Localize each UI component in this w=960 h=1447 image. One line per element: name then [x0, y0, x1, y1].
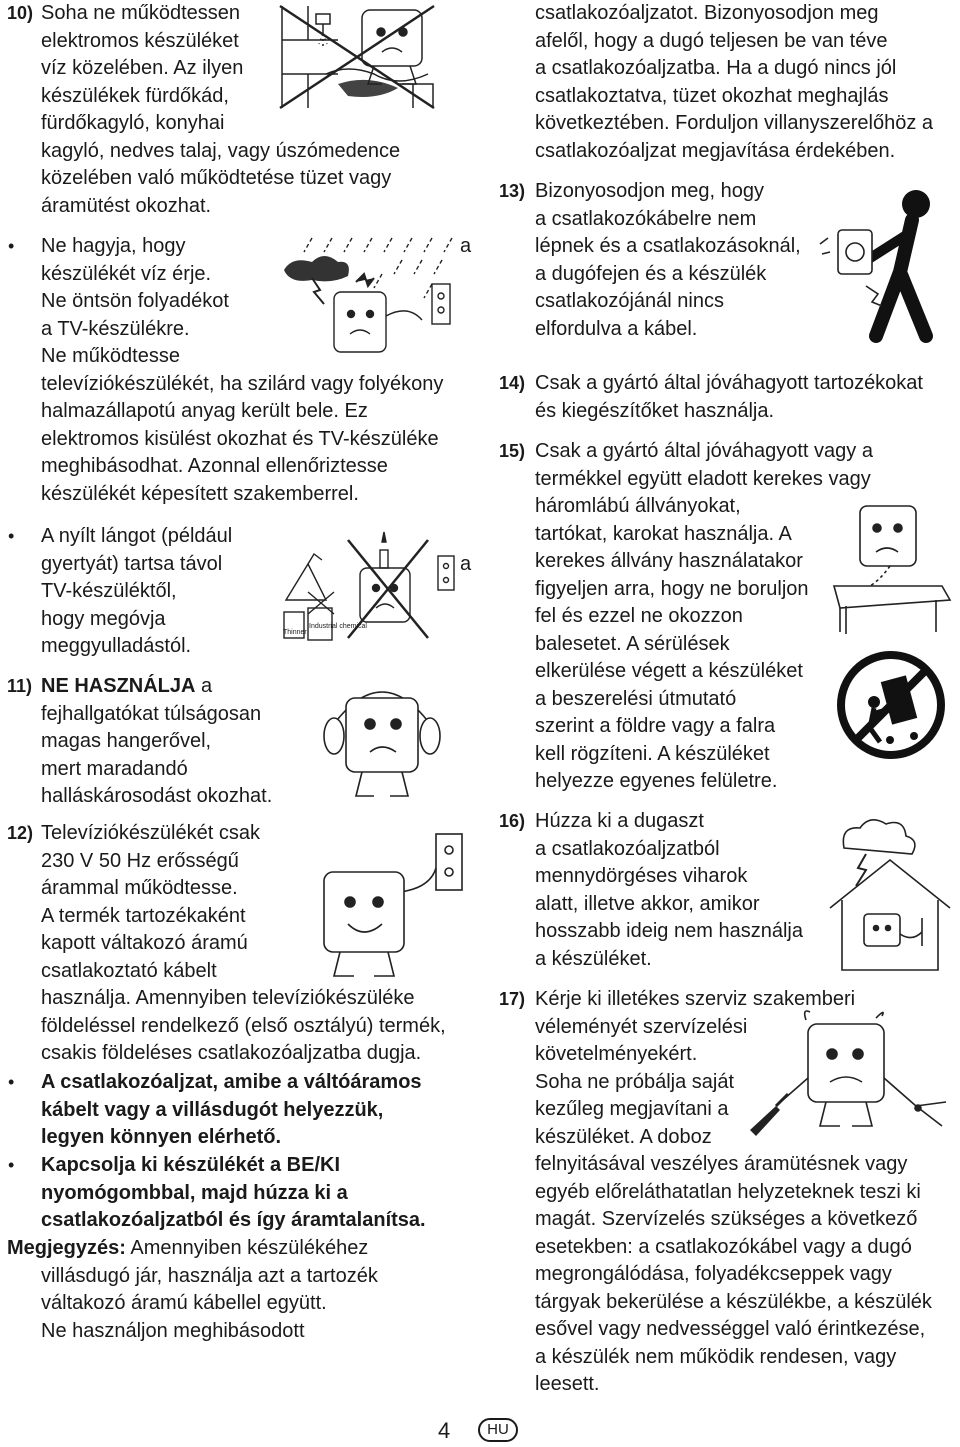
- text-line: tárgyak bekerülése a készülékbe, a készülék: [535, 1290, 932, 1313]
- text-line: A termék tartozékaként: [41, 904, 246, 927]
- text-line: fürdőkagyló, konyhai: [41, 112, 225, 134]
- text-line: Soha ne próbálja saját: [535, 1070, 735, 1093]
- text-line: mennydörgéses viharok: [535, 865, 748, 887]
- text-line: afelől, hogy a dugó teljesen be van téve: [535, 29, 888, 52]
- text-line: víz közelében. Az ilyen: [41, 57, 244, 79]
- text-line: TV-készüléktől,: [41, 580, 177, 602]
- self-repair-illustration: [746, 1010, 950, 1146]
- tv-near-water-illustration: [278, 4, 436, 110]
- text-line: a készüléket.: [535, 947, 652, 970]
- text-line: Soha ne működtessen: [41, 2, 241, 24]
- text-line: felnyitásával veszélyes áramütésnek vagy: [535, 1153, 908, 1175]
- text-line: a TV-készülékre.: [41, 317, 190, 340]
- section-number: 16): [499, 811, 526, 831]
- section-number: 12): [7, 823, 34, 843]
- text-line: készülékét víz érje.: [41, 262, 212, 285]
- text-line: a csatlakozóaljzatból: [535, 837, 720, 860]
- text-line: kerekes állvány használatakor: [535, 550, 803, 572]
- page-number: 4: [438, 1418, 451, 1443]
- text-line: Ne öntsön folyadékot: [41, 290, 229, 312]
- text-line: villásdugó jár, használja azt a tartozék: [41, 1264, 378, 1287]
- stray-letter: a: [460, 235, 472, 257]
- text-line: lépnek és a csatlakozásoknál,: [535, 235, 801, 257]
- text-line: véleményét szervízelési: [535, 1015, 748, 1038]
- text-line: halmazállapotú anyag került bele. Ez: [41, 400, 368, 422]
- text-line: [7, 1235, 368, 1263]
- text-line: alatt, illetve akkor, amikor: [535, 892, 760, 915]
- thinner-label: Thinner: [283, 629, 307, 636]
- section-number: 11): [7, 676, 33, 696]
- bullet-dot: •: [8, 1072, 15, 1092]
- industrial-chemical-label: Industrial chemical: [309, 623, 367, 630]
- cable-pull-illustration: [816, 186, 956, 346]
- text-fragment: a: [195, 675, 213, 697]
- text-line: Kérje ki illetékes szerviz szakemberi: [535, 988, 856, 1010]
- text-line: halláskárosodást okozhat.: [41, 785, 273, 807]
- bullet-dot: •: [8, 526, 15, 546]
- text-line: a beszerelési útmutató: [535, 687, 737, 710]
- text-line: kapott váltakozó áramú: [41, 932, 248, 954]
- text-line: egyéb előreláthatatlan helyzeteknek teszi ki: [535, 1180, 921, 1203]
- text-line: tartókat, karokat használja. A: [535, 522, 792, 545]
- section-number: 17): [499, 989, 526, 1009]
- text-line: megrongálódása, folyadékcseppek vagy: [535, 1263, 892, 1285]
- text-line: árammal működtesse.: [41, 877, 238, 899]
- text-line: 230 V 50 Hz erősségű: [41, 849, 239, 872]
- text-line: fejhallgatókat túlságosan: [41, 702, 262, 725]
- tv-on-table-illustration: [830, 500, 954, 640]
- section-number: 14): [499, 373, 526, 393]
- text-line: kagyló, nedves talaj, vagy úszómedence: [41, 139, 401, 162]
- text-line: hosszabb ideig nem használja: [535, 920, 803, 942]
- text-line: csatlakoztató kábelt: [41, 959, 217, 982]
- note-label: Megjegyzés:: [7, 1237, 126, 1259]
- text-line: termékkel együtt eladott kerekes vagy: [535, 467, 871, 490]
- text-line: A csatlakozóaljzat, amibe a váltóáramos: [41, 1071, 422, 1093]
- text-line: következtében. Forduljon villanyszerelőhöz a: [535, 112, 933, 134]
- headphones-illustration: [312, 676, 452, 806]
- section-number: 10): [7, 3, 34, 23]
- text-line: meggyulladástól.: [41, 635, 192, 657]
- text-line: elektromos kisülést okozhat és TV-készüléke: [41, 427, 439, 450]
- section-number: 15): [499, 441, 526, 461]
- text-line: [41, 673, 212, 701]
- text-line: balesetet. A sérülések: [535, 632, 730, 655]
- text-line: készülékét képesített szakemberrel.: [41, 482, 359, 505]
- text-line: a készülék nem működik rendesen, vagy: [535, 1345, 897, 1368]
- text-line: készüléket. A doboz: [535, 1125, 712, 1148]
- thunderstorm-house-illustration: [826, 814, 956, 974]
- text-line: elektromos készüléket: [41, 29, 239, 52]
- text-line: mert maradandó: [41, 757, 188, 780]
- text-line: váltakozó áramú kábellel együtt.: [41, 1292, 327, 1314]
- text-line: háromlábú állványokat,: [535, 495, 741, 517]
- text-line: kell rögzíteni. A készüléket: [535, 742, 770, 765]
- text-line: a dugófejen és a készülék: [535, 262, 767, 285]
- text-line: gyertyát) tartsa távol: [41, 552, 223, 575]
- tv-in-rain-illustration: [282, 234, 458, 362]
- text-line: fel és ezzel ne okozzon: [535, 605, 743, 627]
- text-line: elfordulva a kábel.: [535, 317, 698, 340]
- text-line: csatlakozójánál nincs: [535, 290, 724, 312]
- open-flame-illustration: [278, 528, 458, 654]
- text-line: Ne működtesse: [41, 345, 180, 367]
- emphasis: NE HASZNÁLJA: [41, 675, 196, 697]
- text-line: kábelt vagy a villásdugót helyezzük,: [41, 1098, 384, 1121]
- text-line: nyomógombbal, majd húzza ki a: [41, 1181, 348, 1204]
- text-fragment: Amennyiben készülékéhez: [125, 1237, 369, 1259]
- text-line: helyezze egyenes felületre.: [535, 770, 778, 792]
- text-line: leesett.: [535, 1373, 600, 1395]
- text-line: hogy megóvja: [41, 607, 166, 630]
- text-line: Ne használjon meghibásodott: [41, 1319, 305, 1342]
- text-line: csakis földeléses csatlakozóaljzatba dugja.: [41, 1042, 422, 1064]
- text-line: A nyílt lángot (például: [41, 525, 233, 547]
- text-line: a csatlakozókábelre nem: [535, 207, 757, 230]
- text-line: televíziókészülékét, ha szilárd vagy folyékony: [41, 372, 444, 395]
- text-line: csatlakoztatva, tüzet okozhat meghajlás: [535, 84, 889, 107]
- text-line: kezűleg megjavítani a: [535, 1098, 729, 1120]
- bullet-dot: •: [8, 1155, 15, 1175]
- text-line: Televíziókészülékét csak: [41, 822, 260, 844]
- text-line: meghibásodhat. Azonnal ellenőriztesse: [41, 455, 388, 477]
- text-line: használja. Amennyiben televíziókészüléke: [41, 987, 415, 1009]
- language-badge: HU: [478, 1418, 518, 1442]
- text-line: követelményekért.: [535, 1043, 698, 1065]
- text-line: legyen könnyen elérhető.: [41, 1126, 282, 1148]
- text-line: Csak a gyártó által jóváhagyott vagy a: [535, 440, 873, 462]
- text-line: közelében való működtetése tüzet vagy: [41, 167, 392, 189]
- text-line: elkerülése végett a készüléket: [535, 660, 803, 682]
- text-line: esővel vagy nedvességgel való érintkezése,: [535, 1318, 926, 1340]
- text-line: földeléssel rendelkező (első osztályú) termék,: [41, 1014, 446, 1037]
- cart-tipping-warning-icon: [836, 650, 946, 760]
- text-line: Ne hagyja, hogy: [41, 235, 186, 257]
- text-line: áramütést okozhat.: [41, 194, 212, 217]
- text-line: csatlakozóaljzatot. Bizonyosodjon meg: [535, 2, 879, 24]
- text-line: szerint a földre vagy a falra: [535, 715, 776, 737]
- text-line: készülékek fürdőkád,: [41, 84, 229, 107]
- text-line: Húzza ki a dugaszt: [535, 810, 704, 832]
- text-line: esetekben: a csatlakozókábel vagy a dugó: [535, 1235, 912, 1258]
- stray-letter: a: [460, 552, 472, 575]
- text-line: magas hangerővel,: [41, 730, 212, 752]
- text-line: Bizonyosodjon meg, hogy: [535, 180, 765, 202]
- section-number: 13): [499, 181, 526, 201]
- text-line: és kiegészítőket használja.: [535, 399, 775, 422]
- text-line: csatlakozóaljzat megjavítása érdekében.: [535, 139, 896, 162]
- text-line: a csatlakozóaljzatba. Ha a dugó nincs jól: [535, 57, 897, 79]
- text-line: csatlakozóaljzatból és így áramtalanítsa.: [41, 1209, 426, 1231]
- happy-tv-socket-illustration: [300, 832, 470, 982]
- text-line: figyeljen arra, hogy ne boruljon: [535, 577, 809, 600]
- text-line: magát. Szervízelés szükséges a következő: [535, 1208, 918, 1230]
- text-line: Csak a gyártó által jóváhagyott tartozékokat: [535, 372, 923, 394]
- text-line: Kapcsolja ki készülékét a BE/KI: [41, 1154, 341, 1176]
- bullet-dot: •: [8, 236, 15, 256]
